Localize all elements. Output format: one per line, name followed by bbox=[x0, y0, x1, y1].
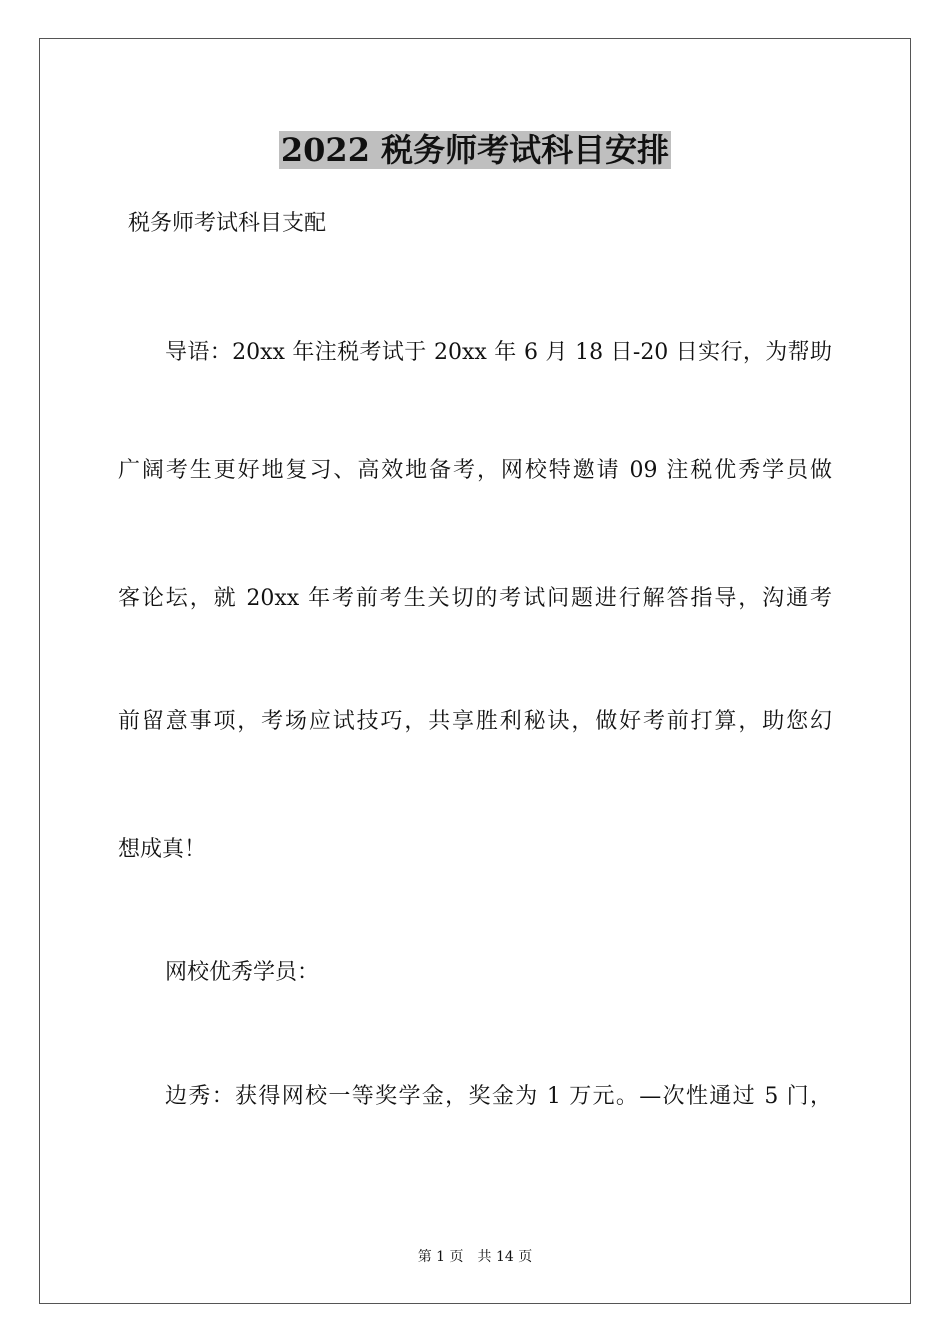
document-title bbox=[0, 128, 950, 172]
paragraph-line: 导语：20xx 年注税考试于 20xx 年 6 月 18 日-20 日实行，为帮助 bbox=[165, 340, 832, 365]
paragraph-line: 前留意事项，考场应试技巧，共享胜利秘诀，做好考前打算，助您幻 bbox=[118, 709, 832, 734]
paragraph-line: 网校优秀学员： bbox=[165, 960, 320, 985]
paragraph-line: 广阔考生更好地复习、高效地备考，网校特邀请 09 注税优秀学员做 bbox=[118, 458, 832, 483]
document-title-text: 2022 税务师考试科目安排 bbox=[280, 131, 670, 169]
paragraph-line: 客论坛，就 20xx 年考前考生关切的考试问题进行解答指导，沟通考 bbox=[118, 586, 832, 611]
page-number-footer: 第 1 页 共 14 页 bbox=[417, 1249, 533, 1265]
paragraph-line: 边秀：获得网校一等奖学金，奖金为 1 万元。—次性通过 5 门， bbox=[165, 1084, 832, 1109]
document-subtitle: 税务师考试科目支配 bbox=[128, 211, 327, 236]
paragraph-line: 想成真！ bbox=[118, 837, 207, 862]
